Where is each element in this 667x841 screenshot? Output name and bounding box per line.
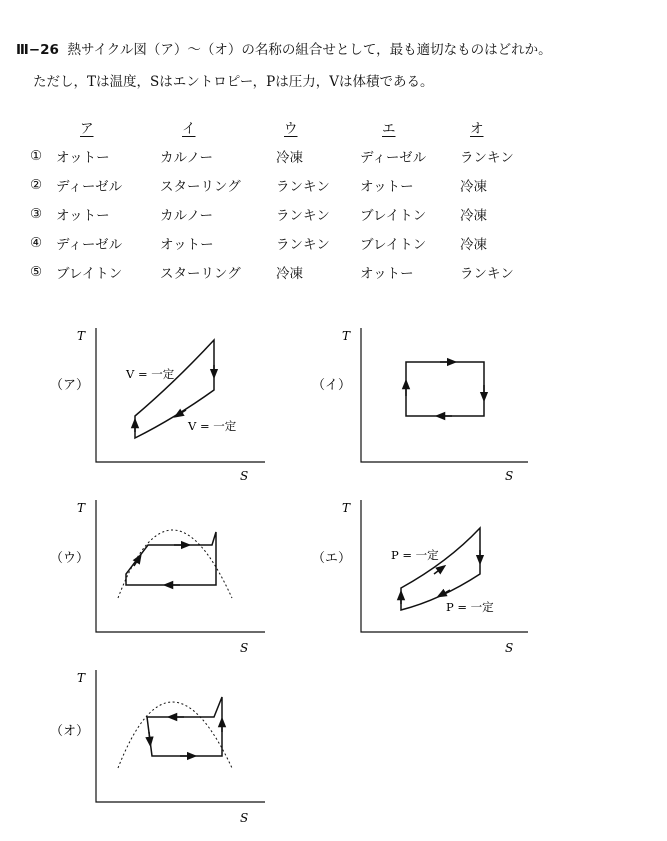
axes bbox=[96, 500, 265, 632]
axes bbox=[361, 500, 528, 632]
cell: カルノー bbox=[160, 207, 214, 224]
cell: ランキン bbox=[276, 207, 330, 224]
header-o: オ bbox=[470, 120, 484, 137]
cell: オットー bbox=[360, 178, 414, 195]
cell: ランキン bbox=[460, 265, 514, 282]
question-number: Ⅲ−26 bbox=[16, 42, 59, 58]
cycle-path bbox=[147, 697, 222, 756]
cell: 冷凍 bbox=[276, 149, 303, 166]
cell: ディーゼル bbox=[360, 149, 427, 166]
header-e: エ bbox=[382, 120, 396, 137]
cell: ランキン bbox=[276, 236, 330, 253]
question-text: 熱サイクル図（ア）〜（オ）の名称の組合せとして，最も適切なものはどれか。 bbox=[67, 42, 552, 58]
cell: ランキン bbox=[460, 149, 514, 166]
diagram-e-label: （エ） bbox=[312, 551, 352, 566]
axis-s-label: S bbox=[505, 641, 514, 655]
option-number: ⑤ bbox=[30, 263, 43, 280]
axis-s-label: S bbox=[240, 469, 249, 483]
axes bbox=[361, 328, 528, 462]
axis-t-label: T bbox=[77, 329, 86, 343]
cell: 冷凍 bbox=[460, 207, 487, 224]
option-number: ③ bbox=[30, 205, 43, 222]
cell: オットー bbox=[360, 265, 414, 282]
cell: 冷凍 bbox=[460, 178, 487, 195]
diagram-u-label: （ウ） bbox=[50, 551, 90, 566]
axes bbox=[96, 328, 265, 462]
diagram-i bbox=[312, 328, 528, 483]
cell: オットー bbox=[56, 207, 110, 224]
header-u: ウ bbox=[284, 120, 298, 137]
cell: ディーゼル bbox=[56, 178, 123, 195]
cell: スターリング bbox=[160, 178, 241, 195]
cell: ブレイトン bbox=[360, 207, 427, 224]
cell: ブレイトン bbox=[56, 265, 123, 282]
saturation-dome bbox=[118, 702, 232, 768]
cell: ディーゼル bbox=[56, 236, 123, 253]
cell: ブレイトン bbox=[360, 236, 427, 253]
upper-curve-label: P = 一定 bbox=[391, 548, 439, 562]
cycle-path bbox=[406, 362, 484, 416]
header-a: ア bbox=[80, 120, 94, 137]
diagram-o-label: （オ） bbox=[50, 724, 90, 739]
axis-s-label: S bbox=[240, 641, 249, 655]
cell: 冷凍 bbox=[460, 236, 487, 253]
header-i: イ bbox=[182, 120, 196, 137]
diagram-o bbox=[50, 670, 265, 825]
arrow bbox=[434, 568, 442, 574]
cell: スターリング bbox=[160, 265, 241, 282]
axis-t-label: T bbox=[77, 501, 86, 515]
cell: カルノー bbox=[160, 149, 214, 166]
cell: オットー bbox=[56, 149, 110, 166]
diagram-a-label: （ア） bbox=[50, 378, 90, 393]
axis-t-label: T bbox=[342, 501, 351, 515]
axis-s-label: S bbox=[505, 469, 514, 483]
question-line-2: ただし，Tは温度，Sはエントロピー，Pは圧力，Vは体積である。 bbox=[33, 74, 434, 90]
axis-s-label: S bbox=[240, 811, 249, 825]
option-number: ④ bbox=[30, 234, 43, 251]
cell: オットー bbox=[160, 236, 214, 253]
axis-t-label: T bbox=[342, 329, 351, 343]
lower-curve-label: P = 一定 bbox=[446, 600, 494, 614]
lower-curve-label: V = 一定 bbox=[188, 419, 237, 433]
diagram-e bbox=[312, 500, 528, 655]
axis-t-label: T bbox=[77, 671, 86, 685]
arrow bbox=[149, 732, 150, 742]
cell: ランキン bbox=[276, 178, 330, 195]
option-number: ① bbox=[30, 147, 43, 164]
upper-curve-label: V = 一定 bbox=[126, 367, 175, 381]
diagram-i-label: （イ） bbox=[312, 378, 352, 393]
diagram-u bbox=[50, 500, 265, 655]
cell: 冷凍 bbox=[276, 265, 303, 282]
diagram-a bbox=[50, 328, 265, 483]
axes bbox=[96, 670, 265, 802]
option-number: ② bbox=[30, 176, 43, 193]
